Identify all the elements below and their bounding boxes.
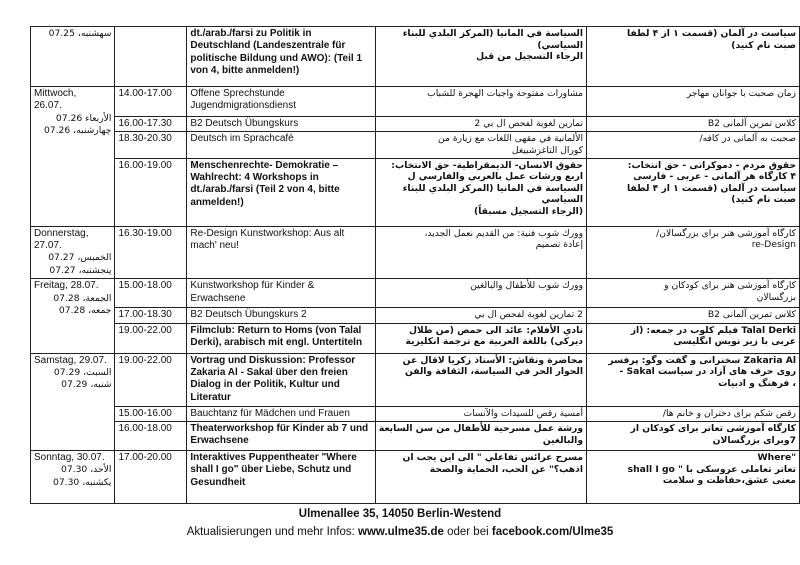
- time-cell: 19.00-22.00: [115, 353, 187, 406]
- event-de-cell: [187, 27, 376, 87]
- footer-or-text: oder bei: [447, 526, 489, 538]
- day-cell: [31, 353, 115, 450]
- table-row: [31, 27, 800, 87]
- day-cell: [31, 451, 115, 504]
- day-line: الأحد، 07.30: [60, 464, 112, 476]
- day-cell: [31, 87, 115, 227]
- day-line: جمعه، 07.28: [58, 305, 112, 317]
- event-de-line: B2 Deutsch Übungskurs 2: [190, 309, 307, 321]
- event-fa-cell: [587, 158, 800, 226]
- event-fa-line: رقص شکم برای دختران و خانم ها/: [662, 407, 796, 419]
- event-ar-cell: [375, 158, 586, 226]
- event-fa-cell: [587, 353, 800, 406]
- day-line: الجمعة، 07.28: [53, 292, 112, 304]
- event-ar-line: أمسية رقص للسيدات والآنسات: [463, 407, 584, 419]
- event-ar-line: والبالغين: [542, 434, 584, 446]
- event-de-line: Interaktives Puppentheater "Where: [190, 452, 357, 464]
- day-cell: [31, 226, 115, 279]
- event-ar-line: وورك شوب فنية: من القديم نعمل الجديد،: [424, 227, 584, 239]
- event-fa-line: سیاست در آلمان (قسمت ۱ از ۴ لطفا: [626, 182, 796, 194]
- table-row: [31, 87, 800, 117]
- event-fa-line: حقوق مردم - دموکراتی - حق انتخاب:: [627, 159, 796, 171]
- event-fa-line: کارگاه آموزشی هنر برای بزرگسالان/: [656, 227, 796, 239]
- event-de-cell: [187, 158, 376, 226]
- event-ar-line: السياسي): [537, 39, 584, 51]
- table-row: [31, 132, 800, 158]
- event-ar-line: وورك شوب للأطفال والبالغين: [470, 280, 584, 292]
- event-ar-line: السياسة في المانيا (المركز البلدي للبناء: [402, 28, 584, 39]
- event-de-line: Erwachsene: [190, 292, 246, 304]
- event-fa-line: کارگاه آموزشی هنر برای کودکان و: [664, 280, 796, 292]
- event-de-line: Jugendmigrationsdienst: [190, 100, 296, 112]
- event-ar-line: اذهب؟" عن الحب، الحماية والصحة: [429, 463, 584, 475]
- table-row: [31, 422, 800, 451]
- event-ar-line: ورشة عمل مسرحية للأطفال من سن السابعة: [378, 423, 584, 435]
- event-fa-line: کارگاه آموزشی تعاتر برای کودکان از: [630, 423, 796, 435]
- time-cell: 16.00-19.00: [115, 158, 187, 226]
- event-de-line: Vortrag und Diskussion: Professor: [190, 354, 356, 366]
- event-ar-line: نادي الأفلام: عائد الى حمص (من طلال: [408, 324, 584, 336]
- event-de-cell: [187, 279, 376, 308]
- day-line: Donnerstag,: [34, 227, 89, 239]
- event-ar-line: الحوار الحر في السياسة، الثقافة والفن: [404, 366, 584, 378]
- event-de-cell: [187, 323, 376, 353]
- event-ar-line: حقوق الانسان- الديمقراطية- حق الانتخاب:: [391, 159, 584, 171]
- table-row: [31, 323, 800, 353]
- footer-website-link[interactable]: www.ulme35.de: [358, 526, 444, 538]
- program-schedule-table: [30, 26, 800, 504]
- time-cell: 15.00-18.00: [115, 279, 187, 308]
- event-de-cell: [187, 87, 376, 117]
- table-row: [31, 353, 800, 406]
- event-de-cell: [187, 308, 376, 323]
- event-de-line: Erwachsene: [190, 435, 249, 447]
- event-fa-line: بزرگسالان: [756, 291, 796, 303]
- event-de-cell: [187, 451, 376, 504]
- day-line: Freitag, 28.07.: [34, 280, 99, 292]
- time-cell: 18.30-20.30: [115, 132, 187, 158]
- event-fa-line: کلاس تمرین آلمانی B2: [707, 118, 796, 129]
- event-ar-line: محاضرة ونقاش: الأستاذ زكريا لاقال عن: [402, 354, 584, 366]
- day-line: چهارشنبه، 07.26: [43, 125, 112, 137]
- event-fa-line: re-Design: [751, 239, 796, 251]
- table-row: [31, 158, 800, 226]
- event-de-line: Derki), arabisch mit engl. Untertiteln: [190, 337, 363, 349]
- event-ar-line: كورال التاغزشبيغل: [511, 145, 584, 156]
- event-fa-cell: [587, 132, 800, 158]
- time-cell: 16.00-17.30: [115, 117, 187, 132]
- event-de-line: Dialog in der Politik, Kultur und: [190, 379, 340, 391]
- event-fa-line: تعاتر تعاملی عروسکی با " shall I go: [627, 463, 796, 475]
- event-ar-cell: [375, 406, 586, 421]
- event-de-cell: [187, 406, 376, 421]
- time-cell: 16.30-19.00: [115, 226, 187, 279]
- event-de-line: Bauchtanz für Mädchen und Frauen: [190, 407, 350, 419]
- event-ar-line: السياسة في المانيا (المركز البلدي للبناء: [402, 182, 584, 194]
- event-ar-cell: [375, 27, 586, 87]
- footer-updates-label: Aktualisierungen und mehr Infos:: [186, 526, 355, 538]
- event-de-cell: [187, 226, 376, 279]
- table-row: [31, 279, 800, 308]
- event-fa-line: "Where: [757, 452, 796, 464]
- event-de-line: B2 Deutsch Übungskurs: [190, 118, 299, 129]
- time-cell: 15.00-16.00: [115, 406, 187, 421]
- event-ar-cell: [375, 226, 586, 279]
- event-fa-cell: [587, 279, 800, 308]
- day-line: الخميس، 07.27: [48, 252, 112, 264]
- time-cell: 16.00-18.00: [115, 422, 187, 451]
- day-line: پنجشنبه، 07.27: [49, 264, 112, 276]
- event-ar-line: الألمانية في مقهى اللغات مع زيارة من: [437, 133, 584, 145]
- day-line: Mittwoch,: [34, 88, 77, 99]
- event-de-line: Offene Sprechstunde: [190, 88, 285, 99]
- event-de-line: Theaterworkshop für Kinder ab 7 und: [190, 423, 369, 435]
- time-cell: 14.00-17.00: [115, 87, 187, 117]
- event-fa-line: 7وبرای بزرگسالان: [712, 434, 796, 446]
- day-line: یکشنبه، 07.30: [52, 476, 112, 488]
- event-de-line: politische Bildung und AWO): (Teil 1: [190, 52, 363, 64]
- event-ar-line: (الرجاء التسجيل مسبقاً): [474, 205, 584, 217]
- event-fa-cell: [587, 308, 800, 323]
- time-cell: [115, 27, 187, 87]
- event-fa-line: ، فرهنگ و ادبیات: [718, 377, 796, 389]
- event-de-line: dt./arab./farsi (Teil 2 von 4, bitte: [190, 184, 340, 196]
- footer-facebook-link[interactable]: facebook.com/Ulme35: [491, 526, 614, 538]
- event-fa-cell: [587, 117, 800, 132]
- event-fa-line: صبت نام کنید): [731, 39, 796, 51]
- event-de-line: Menschenrechte- Demokratie –: [190, 159, 339, 171]
- event-de-line: Zakaria Al - Sakal über den freien: [190, 367, 348, 379]
- event-fa-cell: [587, 226, 800, 279]
- event-ar-line: 2 تمارين لغوية لفحص ال بي: [474, 309, 584, 321]
- event-de-line: von 4, bitte anmelden!): [190, 65, 300, 77]
- event-ar-line: إعادة تصميم: [535, 239, 584, 251]
- table-row: [31, 226, 800, 279]
- table-row: [31, 406, 800, 421]
- event-ar-cell: [375, 87, 586, 117]
- day-line: Sonntag, 30.07.: [34, 452, 105, 464]
- event-ar-cell: [375, 279, 586, 308]
- event-ar-line: اربع ورشات عمل بالعربي والفارسي ل: [407, 171, 584, 183]
- event-fa-line: معنی عشق،حفاظت و سلامت: [662, 475, 796, 487]
- event-fa-line: کلاس تمرین آلمانی B2: [707, 309, 796, 321]
- day-line: 27.07.: [34, 240, 62, 251]
- event-fa-line: Zakaria Al سخنرانی و گفت وگو: پرفسر: [608, 354, 796, 366]
- event-de-line: Re-Design Kunstworkshop: Aus alt: [190, 227, 345, 239]
- footer-address: Ulmenallee 35, 14050 Berlin-Westend: [298, 508, 502, 520]
- event-de-line: shall I go" über Liebe, Schutz und: [190, 464, 352, 476]
- event-ar-line: ديركي) باللغة العربية مع ترجمة انكليزية: [405, 336, 584, 348]
- event-ar-cell: [375, 353, 586, 406]
- event-de-line: mach' neu!: [190, 240, 239, 251]
- event-ar-line: الرجاء التسجيل من قبل: [476, 51, 584, 63]
- event-de-line: Literatur: [190, 391, 231, 403]
- table-row: [31, 451, 800, 504]
- event-ar-line: السياسي: [541, 194, 584, 206]
- day-cell: [31, 27, 115, 87]
- day-line: Samstag, 29.07.: [34, 354, 107, 366]
- event-ar-cell: [375, 132, 586, 158]
- event-de-line: Gesundheit: [190, 476, 246, 488]
- event-de-line: anmelden!): [190, 196, 244, 208]
- event-ar-line: تمارين لغوية لفحص ال بي 2: [474, 118, 584, 129]
- day-line: السبت، 07.29: [53, 367, 112, 379]
- day-line: الأربعاء 07.26: [55, 112, 112, 124]
- event-fa-line: Talal Derki فیلم کلوب در جمعه: (از: [630, 324, 796, 336]
- event-ar-cell: [375, 117, 586, 132]
- time-cell: 19.00-22.00: [115, 323, 187, 353]
- event-de-line: Wahlrecht: 4 Workshops in: [190, 172, 319, 183]
- event-fa-cell: [587, 451, 800, 504]
- event-fa-line: عربی با زیر نویس انگلیسی: [673, 336, 796, 348]
- event-fa-line: سیاست در آلمان (قسمت ۱ از ۴ لطفا: [626, 28, 796, 39]
- event-de-cell: [187, 422, 376, 451]
- event-de-line: Deutsch im Sprachcafé: [190, 133, 294, 145]
- event-fa-line: زمان صحبت با جوانان مهاجر: [686, 88, 796, 99]
- event-fa-cell: [587, 323, 800, 353]
- day-line: 26.07.: [34, 100, 62, 112]
- table-row: [31, 308, 800, 323]
- footer-info: [0, 526, 800, 538]
- event-fa-line: ۴ کارگاه هر آلمانی - عربی - فارسی: [633, 171, 796, 183]
- event-fa-line: روی حرف های آزاد در سیاست Sakal -: [619, 366, 796, 378]
- event-ar-cell: [375, 422, 586, 451]
- event-fa-cell: [587, 406, 800, 421]
- time-cell: 17.00-20.00: [115, 451, 187, 504]
- time-cell: 17.00-18.30: [115, 308, 187, 323]
- event-de-line: Kunstworkshop für Kinder &: [190, 280, 315, 292]
- day-line: شنبه، 07.29: [61, 379, 112, 391]
- event-fa-cell: [587, 27, 800, 87]
- day-line: سهشنبه، 07.25: [48, 28, 112, 39]
- event-de-line: Filmclub: Return to Homs (von Talal: [190, 324, 362, 336]
- event-fa-cell: [587, 422, 800, 451]
- table-row: [31, 117, 800, 132]
- event-ar-cell: [375, 308, 586, 323]
- day-cell: [31, 279, 115, 353]
- event-ar-line: مشاورات مفتوحة واجبات الهجرة للشباب: [427, 88, 584, 99]
- event-de-cell: [187, 117, 376, 132]
- event-de-cell: [187, 132, 376, 158]
- event-de-line: Deutschland (Landeszentrale für: [190, 40, 346, 52]
- event-fa-line: صحبت به آلمانی در کافه/: [699, 133, 796, 145]
- event-de-line: dt./arab./farsi zu Politik in: [190, 28, 312, 39]
- event-fa-cell: [587, 87, 800, 117]
- event-ar-line: مسرح عرائس تفاعلي " الى اين يجب ان: [402, 452, 584, 464]
- event-fa-line: صبت نام کنید): [731, 194, 796, 206]
- event-de-cell: [187, 353, 376, 406]
- event-ar-cell: [375, 451, 586, 504]
- event-ar-cell: [375, 323, 586, 353]
